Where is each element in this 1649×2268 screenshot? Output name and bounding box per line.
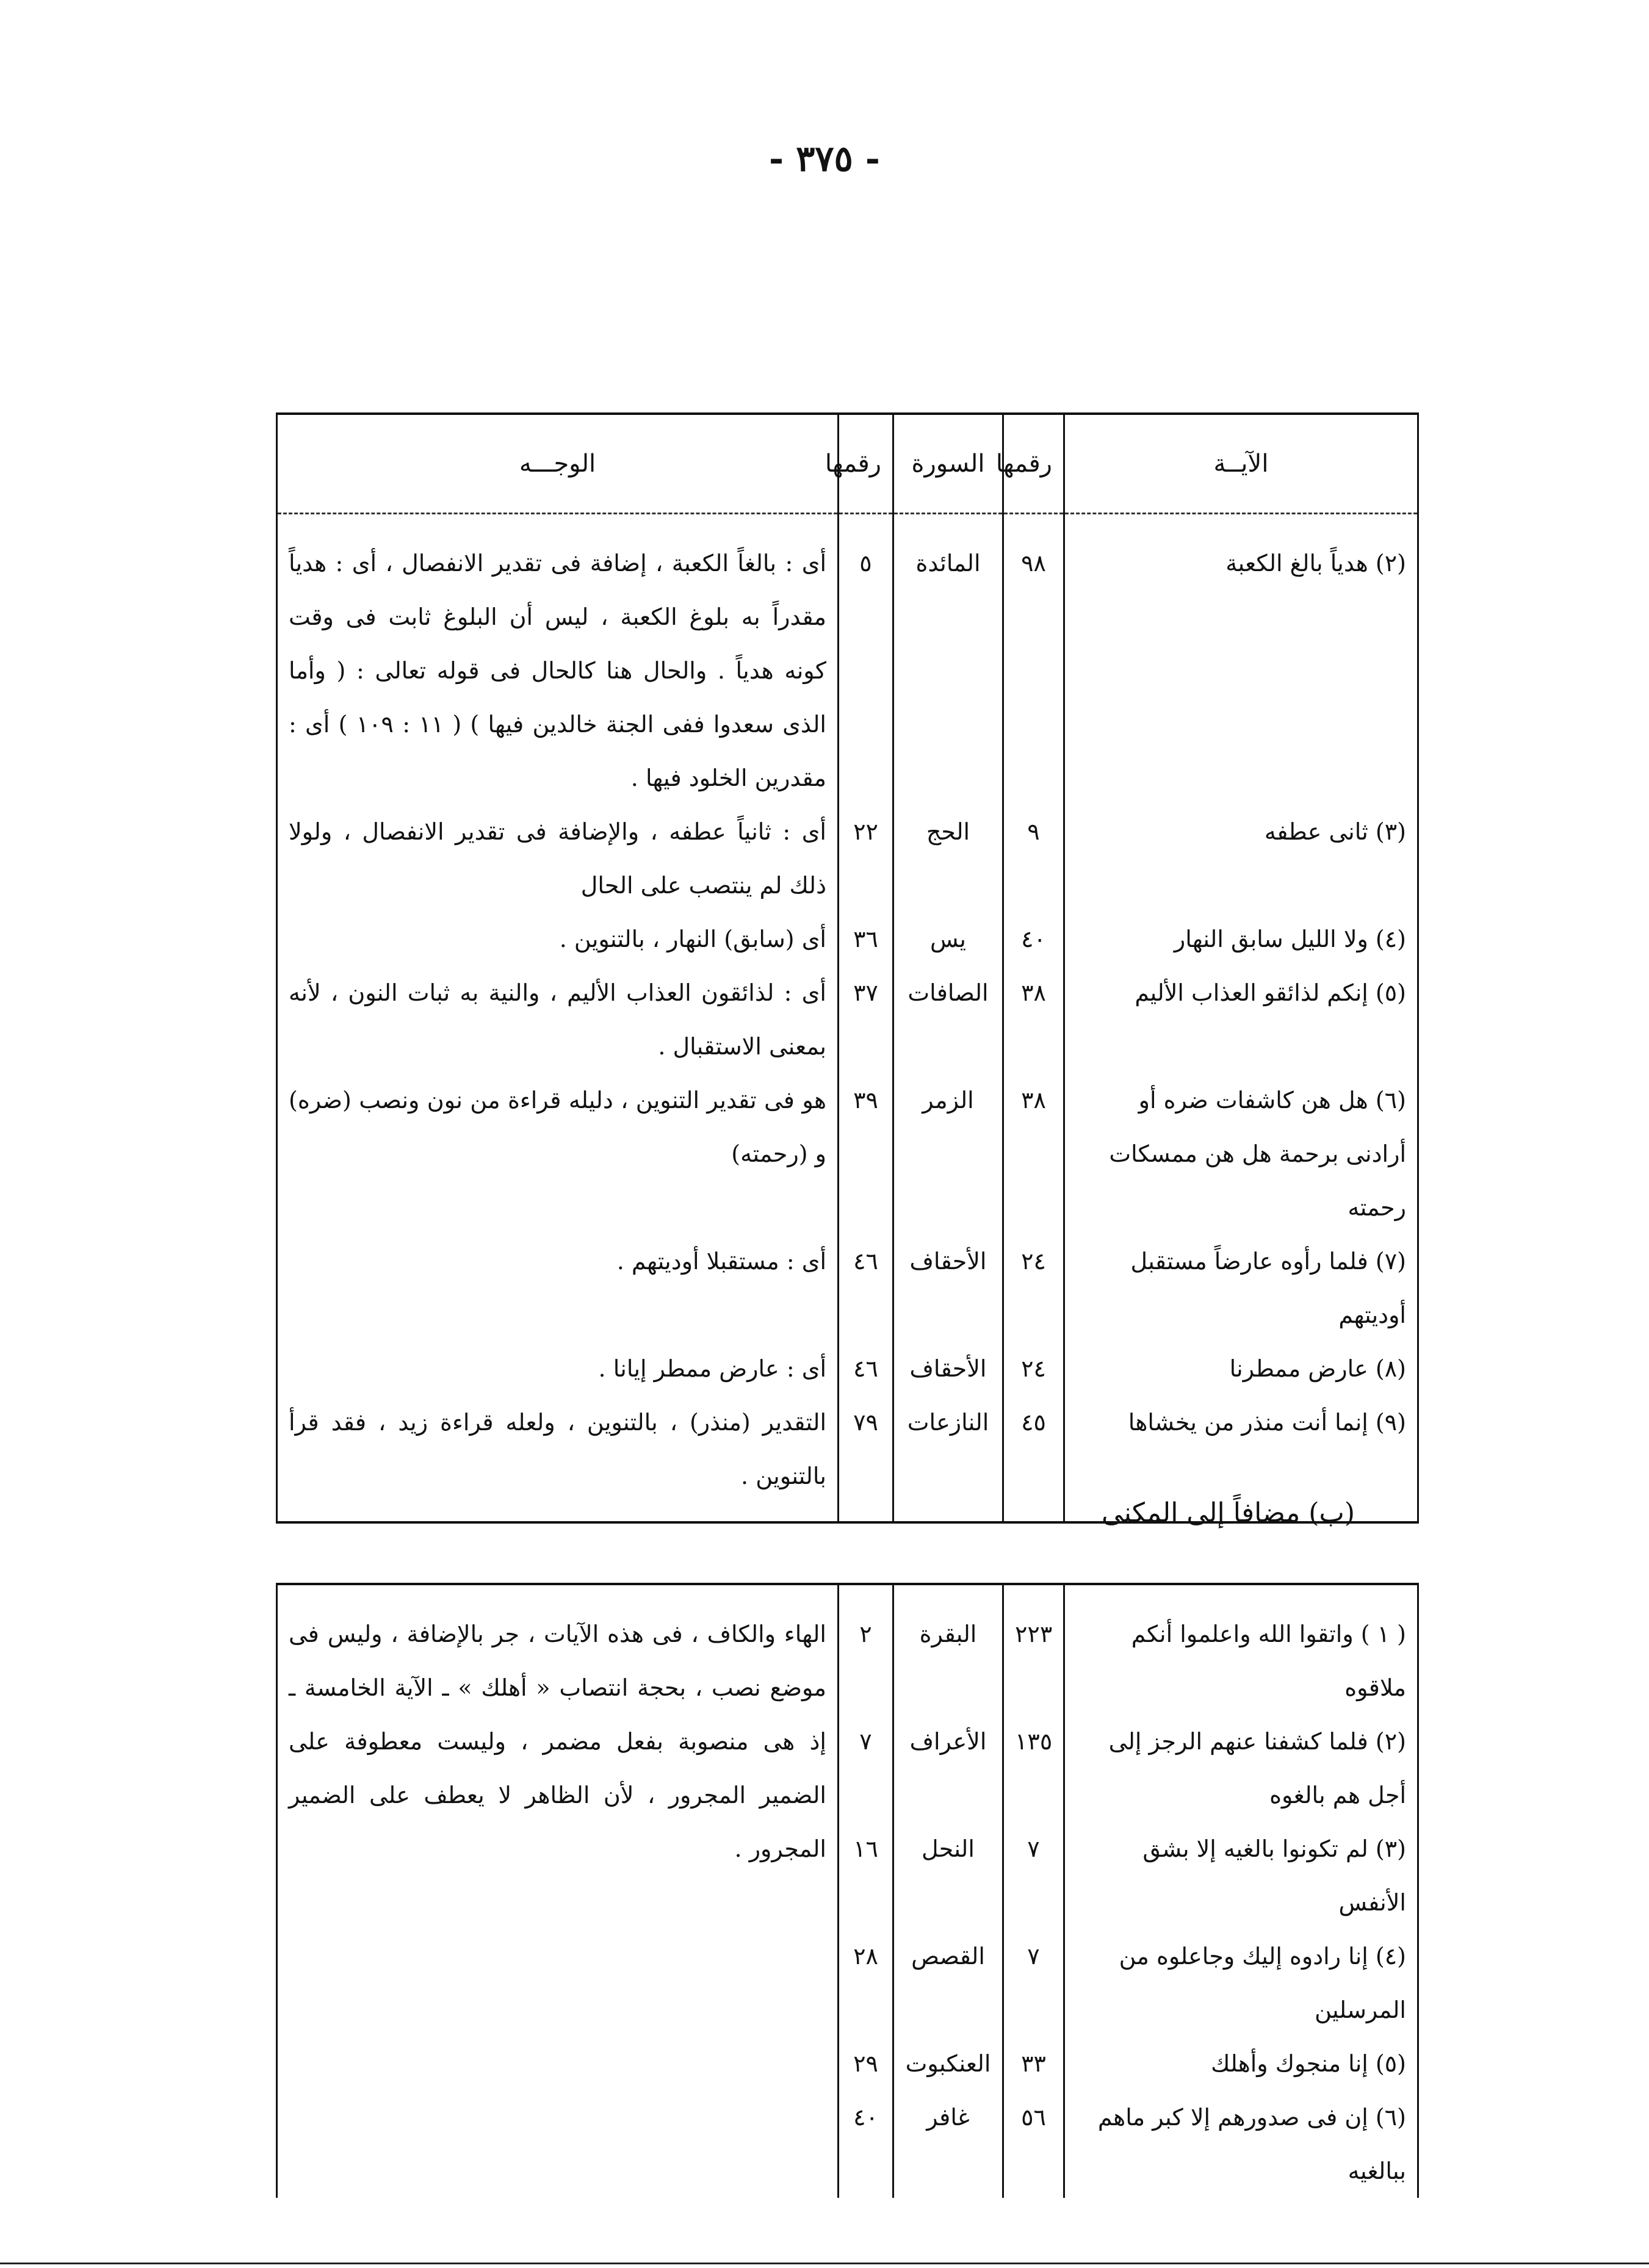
ayah-number-cell: ٤٥ <box>1003 1395 1064 1522</box>
wajh-cell: أى (سابق) النهار ، بالتنوين . <box>277 912 839 966</box>
table-row <box>277 912 1418 966</box>
surah-cell: العنكبوت <box>893 2037 1003 2090</box>
surah-number-cell: ٢٨ <box>839 1929 893 2037</box>
wajh-cell: أى : ثانياً عطفه ، والإضافة فى تقدير الانفصال ، ولولا ذلك لم ينتصب على الحال <box>277 805 839 912</box>
surah-cell: القصص <box>893 1929 1003 2037</box>
ayah-cell: (٣) لم تكونوا بالغيه إلا بشق الأنفس <box>1064 1822 1418 1929</box>
ayah-number-cell: ٩ <box>1003 805 1064 912</box>
surah-number-cell: ٧ <box>839 1715 893 1822</box>
surah-cell: الأعراف <box>893 1715 1003 1822</box>
ayah-cell: ( ١ ) واتقوا الله واعلموا أنكم ملاقوه <box>1064 1584 1418 1715</box>
header-surah: السورة <box>893 414 1003 514</box>
table-row <box>277 1342 1418 1395</box>
ayah-number-cell: ٩٨ <box>1003 514 1064 805</box>
surah-number-cell: ٤٦ <box>839 1234 893 1342</box>
ayah-number-cell: ٢٤ <box>1003 1234 1064 1342</box>
ayah-number-cell: ٧ <box>1003 1822 1064 1929</box>
header-ayah: الآيــة <box>1064 414 1418 514</box>
section-b-heading: (ب) مضافاً إلى المكنى <box>1102 1497 1355 1528</box>
ayah-cell: (٥) إنكم لذائقو العذاب الأليم <box>1064 966 1418 1073</box>
header-wajh: الوجـــه <box>277 414 839 514</box>
surah-number-cell: ٤٦ <box>839 1342 893 1395</box>
surah-cell: الزمر <box>893 1073 1003 1234</box>
surah-number-cell: ٢ <box>839 1584 893 1715</box>
table-row <box>277 805 1418 912</box>
ayah-cell: (٢) فلما كشفنا عنهم الرجز إلى أجل هم بالغوه <box>1064 1715 1418 1822</box>
page-bottom-rule <box>0 2263 1649 2264</box>
ayah-cell: (٧) فلما رأوه عارضاً مستقبل أوديتهم <box>1064 1234 1418 1342</box>
ayah-cell: (٤) إنا رادوه إليك وجاعلوه من المرسلين <box>1064 1929 1418 2037</box>
ayah-cell: (٥) إنا منجوك وأهلك <box>1064 2037 1418 2090</box>
header-ayah-number: رقمها <box>1003 414 1064 514</box>
surah-number-cell: ٧٩ <box>839 1395 893 1522</box>
page-number: - ٣٧٥ - <box>769 138 880 179</box>
surah-cell: غافر <box>893 2090 1003 2198</box>
table-row <box>277 1234 1418 1342</box>
ayah-cell: (٣) ثانى عطفه <box>1064 805 1418 912</box>
surah-cell: الصافات <box>893 966 1003 1073</box>
surah-number-cell: ٢٢ <box>839 805 893 912</box>
verse-table-b <box>276 1583 1419 2198</box>
ayah-cell: (٢) هدياً بالغ الكعبة <box>1064 514 1418 805</box>
surah-cell: الأحقاف <box>893 1234 1003 1342</box>
ayah-cell: (٦) هل هن كاشفات ضره أو أرادنى برحمة هل هن ممسكات رحمته <box>1064 1073 1418 1234</box>
surah-number-cell: ٣٦ <box>839 912 893 966</box>
verse-table-a <box>276 412 1419 1524</box>
ayah-number-cell: ٤٠ <box>1003 912 1064 966</box>
ayah-number-cell: ٢٤ <box>1003 1342 1064 1395</box>
ayah-cell: (٩) إنما أنت منذر من يخشاها <box>1064 1395 1418 1522</box>
table-row <box>277 966 1418 1073</box>
table-row <box>277 1584 1418 1715</box>
surah-number-cell: ١٦ <box>839 1822 893 1929</box>
surah-number-cell: ٣٩ <box>839 1073 893 1234</box>
wajh-cell: التقدير (منذر) ، بالتنوين ، ولعله قراءة زيد ، فقد قرأ بالتنوين . <box>277 1395 839 1522</box>
ayah-number-cell: ٥٦ <box>1003 2090 1064 2198</box>
surah-number-cell: ٢٩ <box>839 2037 893 2090</box>
surah-number-cell: ٥ <box>839 514 893 805</box>
wajh-cell: هو فى تقدير التنوين ، دليله قراءة من نون ونصب (ضره) و (رحمته) <box>277 1073 839 1234</box>
surah-cell: النحل <box>893 1822 1003 1929</box>
surah-cell: النازعات <box>893 1395 1003 1522</box>
ayah-number-cell: ٢٢٣ <box>1003 1584 1064 1715</box>
ayah-number-cell: ٣٨ <box>1003 966 1064 1073</box>
surah-cell: الأحقاف <box>893 1342 1003 1395</box>
surah-cell: المائدة <box>893 514 1003 805</box>
ayah-cell: (٤) ولا الليل سابق النهار <box>1064 912 1418 966</box>
table-row <box>277 514 1418 805</box>
ayah-cell: (٨) عارض ممطرنا <box>1064 1342 1418 1395</box>
wajh-cell: الهاء والكاف ، فى هذه الآيات ، جر بالإضافة ، وليس فى موضع نصب ، بحجة انتصاب « أهلك » ـ الآية الخامسة ـ إذ هى منصوبة بفعل مضمر ، وليست معطوفة على الضمير المجرور ، لأن الظاهر لا يعطف على الضمير المجرور . <box>277 1584 839 2198</box>
surah-number-cell: ٣٧ <box>839 966 893 1073</box>
table-header-row <box>277 414 1418 514</box>
wajh-cell: أى : لذائقون العذاب الأليم ، والنية به ثبات النون ، لأنه بمعنى الاستقبال . <box>277 966 839 1073</box>
ayah-number-cell: ٣٣ <box>1003 2037 1064 2090</box>
surah-cell: يس <box>893 912 1003 966</box>
ayah-number-cell: ١٣٥ <box>1003 1715 1064 1822</box>
wajh-cell: أى : مستقبلا أوديتهم . <box>277 1234 839 1342</box>
ayah-number-cell: ٧ <box>1003 1929 1064 2037</box>
table-row <box>277 1073 1418 1234</box>
ayah-cell: (٦) إن فى صدورهم إلا كبر ماهم ببالغيه <box>1064 2090 1418 2198</box>
wajh-cell: أى : عارض ممطر إيانا . <box>277 1342 839 1395</box>
ayah-number-cell: ٣٨ <box>1003 1073 1064 1234</box>
wajh-cell: أى : بالغاً الكعبة ، إضافة فى تقدير الانفصال ، أى : هدياً مقدراً به بلوغ الكعبة ، ليس أن البلوغ ثابت فى وقت كونه هدياً . والحال هنا كالحال فى قوله تعالى : ( وأما الذى سعدوا ففى الجنة خالدين فيها ) ( ١١ : ١٠٩ ) أى : مقدرين الخلود فيها . <box>277 514 839 805</box>
header-surah-number: رقمها <box>839 414 893 514</box>
surah-cell: البقرة <box>893 1584 1003 1715</box>
surah-number-cell: ٤٠ <box>839 2090 893 2198</box>
surah-cell: الحج <box>893 805 1003 912</box>
